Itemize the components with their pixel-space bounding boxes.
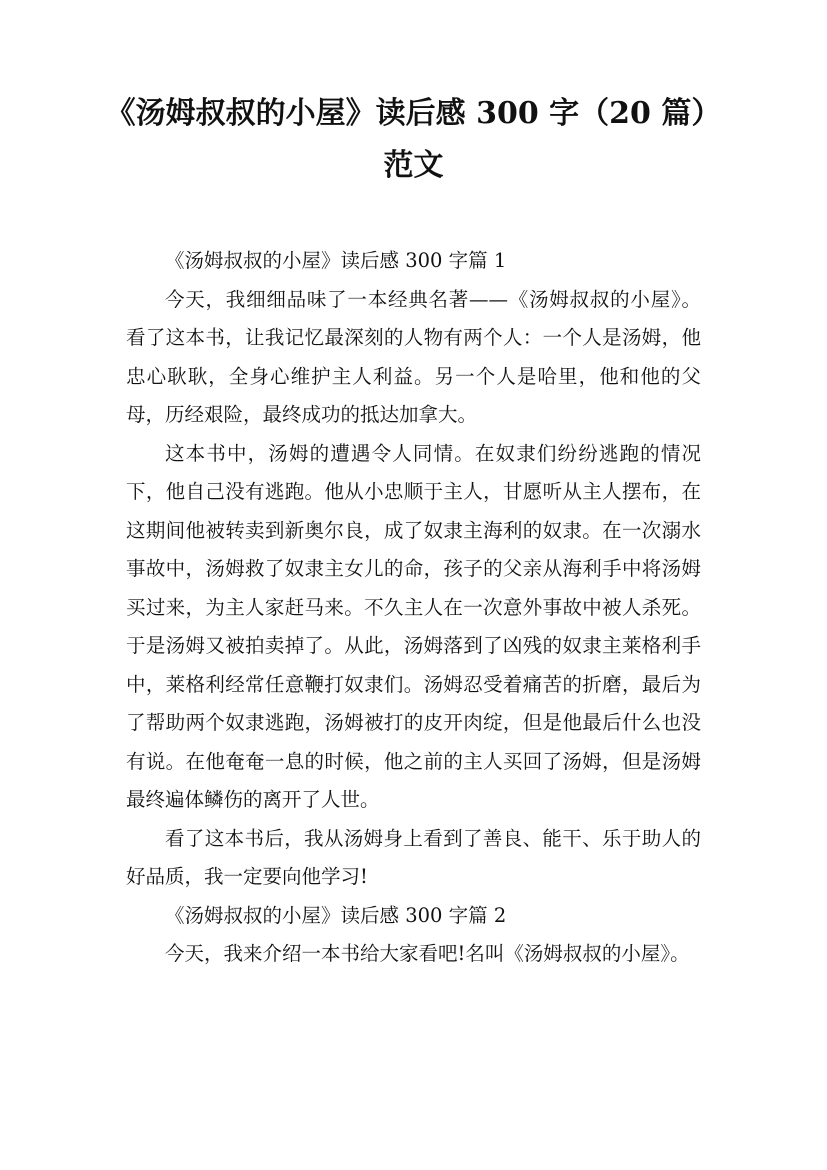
- paragraph: 看了这本书后，我从汤姆身上看到了善良、能干、乐于助人的好品质，我一定要向他学习!: [126, 826, 701, 888]
- title-line-1: 《汤姆叔叔的小屋》读后感 300 字（20 篇）: [105, 96, 722, 131]
- section-heading-2: 《汤姆叔叔的小屋》读后感 300 字篇 2: [165, 903, 507, 927]
- document-title: [96, 88, 731, 192]
- paragraph: 今天，我来介绍一本书给大家看吧!名叫《汤姆叔叔的小屋》。: [165, 942, 690, 965]
- paragraph: 这本书中，汤姆的遭遇令人同情。在奴隶们纷纷逃跑的情况下，他自己没有逃跑。他从小忠顺于主人，甘愿听从主人摆布，在这期间他被转卖到新奥尔良，成了奴隶主海利的奴隶。在一次溺水事故中，汤姆救了奴隶主女儿的命，孩子的父亲从海利手中将汤姆买过来，为主人家赶马来。不久主人在一次意外事故中被人杀死。于是汤姆又被拍卖掉了。从此，汤姆落到了凶残的奴隶主莱格利手中，莱格利经常任意鞭打奴隶们。汤姆忍受着痛苦的折磨，最后为了帮助两个奴隶逃跑，汤姆被打的皮开肉绽，但是他最后什么也没有说。在他奄奄一息的时候，他之前的主人买回了汤姆，但是汤姆最终遍体鳞伤的离开了人世。: [126, 441, 701, 811]
- title-line-2: 范文: [383, 148, 444, 183]
- document-body: [126, 242, 701, 974]
- section-heading-1: 《汤姆叔叔的小屋》读后感 300 字篇 1: [165, 249, 507, 272]
- paragraph: 今天，我细细品味了一本经典名著——《汤姆叔叔的小屋》。看了这本书，让我记忆最深刻的人物有两个人：一个人是汤姆，他忠心耿耿，全身心维护主人利益。另一个人是哈里，他和他的父母，历经艰险，最终成功的抵达加拿大。: [126, 287, 701, 426]
